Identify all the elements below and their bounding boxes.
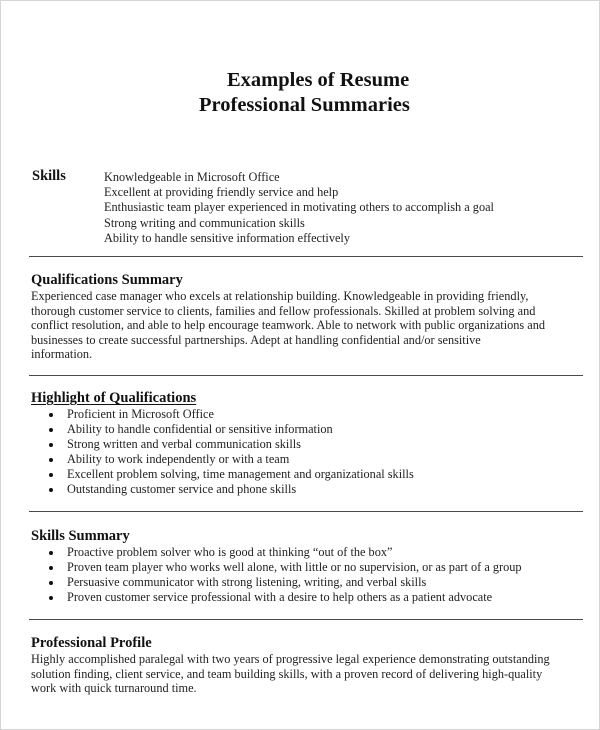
- bullet-item: Proactive problem solver who is good at thinking “out of the box”: [49, 545, 522, 560]
- bullet-icon: [49, 473, 53, 477]
- bullet-icon: [49, 458, 53, 462]
- title-line-1: Examples of Resume: [227, 69, 410, 91]
- section-divider: [29, 511, 583, 512]
- document-title: [1, 68, 600, 118]
- bullet-item: Strong written and verbal communication skills: [49, 437, 414, 452]
- bullet-icon: [49, 551, 53, 555]
- bullet-icon: [49, 566, 53, 570]
- bullet-icon: [49, 443, 53, 447]
- professional-profile-paragraph: [31, 652, 550, 696]
- highlight-of-qualifications-list: [49, 407, 414, 498]
- bullet-icon: [49, 596, 53, 600]
- skills-summary-list: [49, 545, 522, 605]
- paragraph-line: conflict resolution, and able to help encourage teamwork. Able to network with public organizations and: [31, 318, 546, 333]
- paragraph-line: Experienced case manager who excels at relationship building. Knowledgeable in providing friendly,: [31, 289, 529, 303]
- bullet-item: Excellent problem solving, time management and organizational skills: [49, 467, 414, 482]
- paragraph-line: businesses to create successful partnerships. Adept at handling confidential and/or sensitive: [31, 332, 481, 347]
- bullet-item: Proven team player who works well alone, with little or no supervision, or as part of a group: [49, 560, 522, 575]
- bullet-item: Outstanding customer service and phone skills: [49, 482, 414, 497]
- bullet-icon: [49, 428, 53, 432]
- skills-item: Strong writing and communication skills: [104, 215, 305, 230]
- paragraph-line: information.: [31, 347, 93, 362]
- skills-item: Knowledgeable in Microsoft Office: [104, 170, 280, 184]
- professional-profile-heading: Professional Profile: [31, 635, 152, 651]
- qualifications-summary-heading: Qualifications Summary: [31, 272, 183, 288]
- section-divider: [29, 256, 583, 257]
- bullet-item: Ability to handle confidential or sensitive information: [49, 422, 414, 437]
- bullet-item: Ability to work independently or with a team: [49, 452, 414, 467]
- paragraph-line: solution finding, client service, and team building skills, with a proven record of delivering high-quality: [31, 666, 543, 681]
- section-divider: [29, 619, 583, 620]
- section-divider: [29, 375, 583, 376]
- skills-summary-heading: Skills Summary: [31, 528, 130, 544]
- skills-heading: Skills: [32, 168, 66, 184]
- bullet-item: Persuasive communicator with strong listening, writing, and verbal skills: [49, 575, 522, 590]
- skills-item: Enthusiastic team player experienced in motivating others to accomplish a goal: [104, 200, 494, 215]
- paragraph-line: work with quick turnaround time.: [31, 681, 197, 696]
- skills-item: Excellent at providing friendly service and help: [104, 185, 339, 200]
- qualifications-summary-paragraph: [31, 289, 545, 362]
- skills-list: [104, 170, 494, 246]
- skills-item: Ability to handle sensitive information effectively: [104, 230, 350, 245]
- bullet-item: Proficient in Microsoft Office: [49, 407, 414, 422]
- bullet-icon: [49, 413, 53, 417]
- paragraph-line: Highly accomplished paralegal with two years of progressive legal experience demonstrating outstanding: [31, 652, 550, 666]
- bullet-item: Proven customer service professional with a desire to help others as a patient advocate: [49, 590, 522, 605]
- title-line-2: Professional Summaries: [199, 94, 410, 116]
- bullet-icon: [49, 581, 53, 585]
- bullet-icon: [49, 488, 53, 492]
- paragraph-line: thorough customer service to clients, families and fellow professionals. Skilled at problem solving and: [31, 303, 536, 318]
- highlight-of-qualifications-heading: Highlight of Qualifications: [31, 390, 197, 406]
